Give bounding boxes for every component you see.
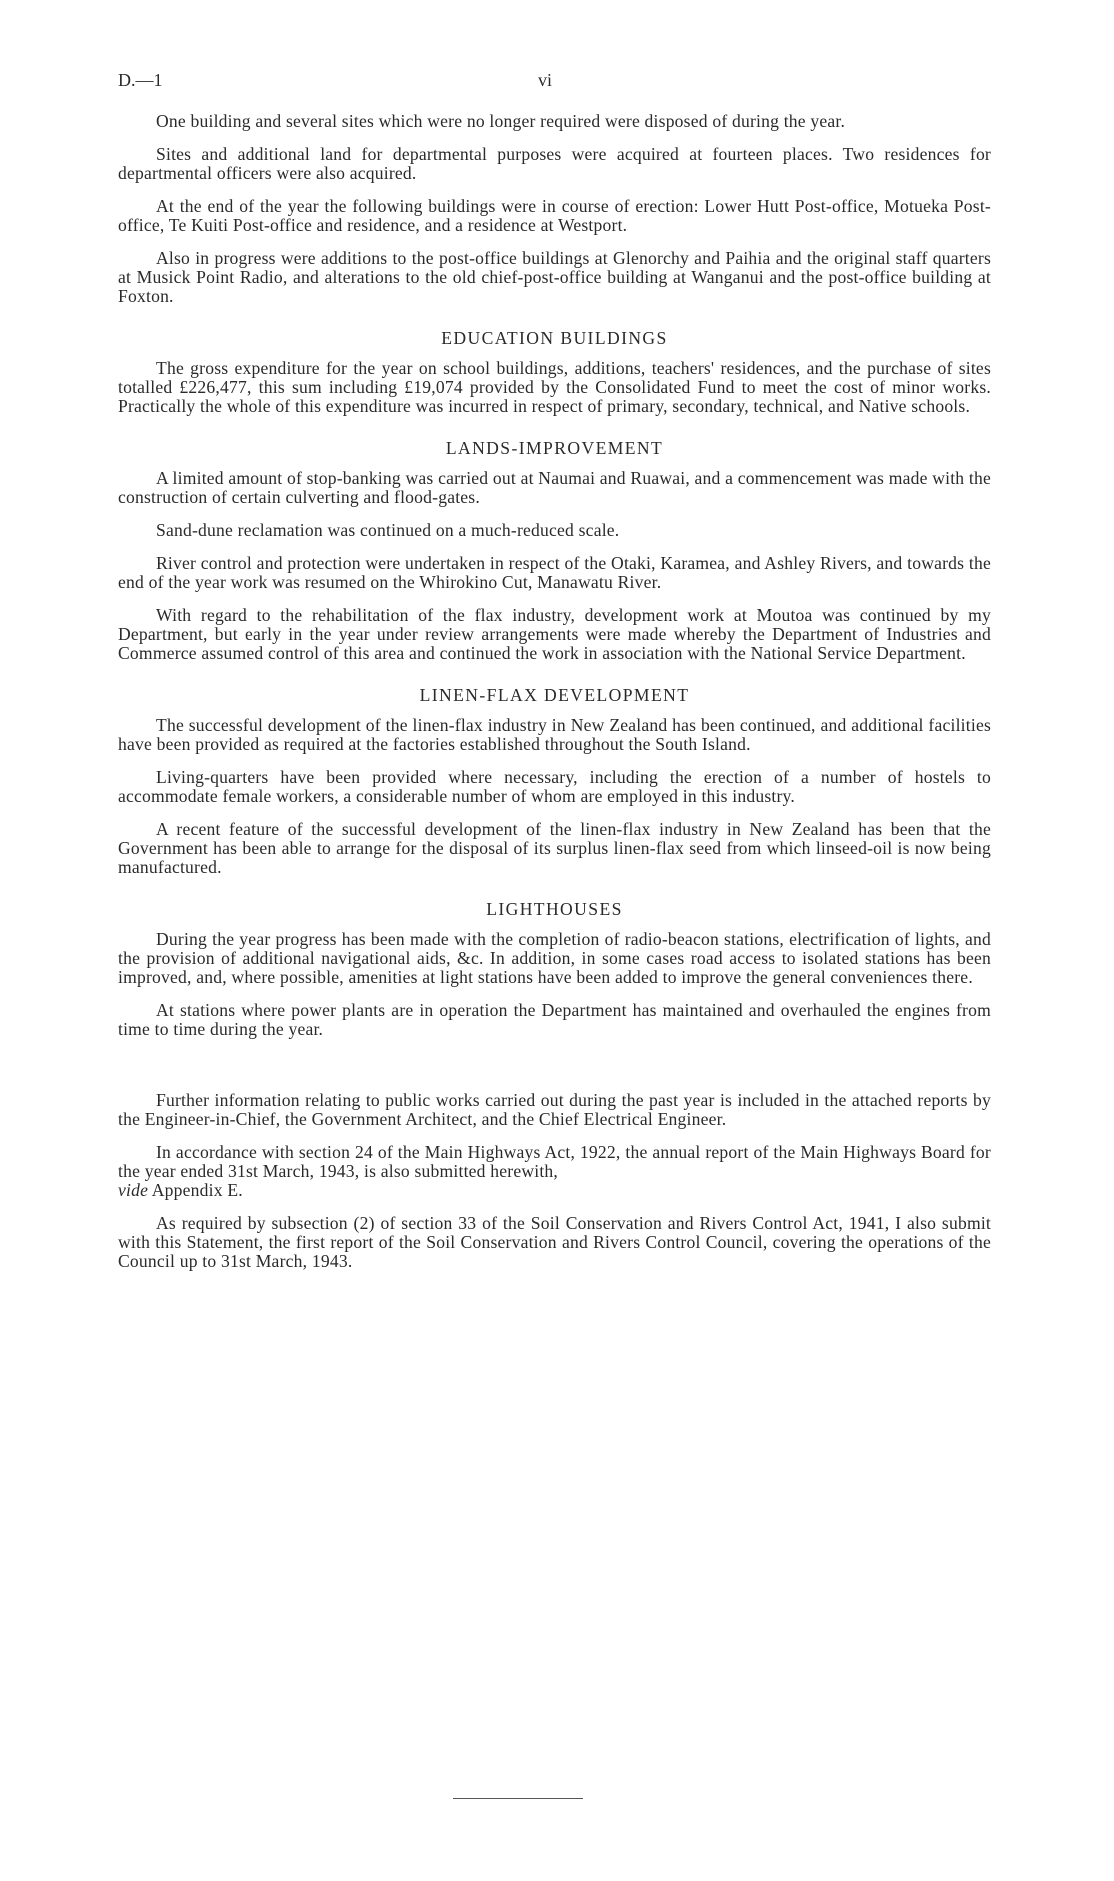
section-heading-education-buildings: EDUCATION BUILDINGS xyxy=(441,328,668,348)
paragraph: Sand-dune reclamation was continued on a much-reduced scale. xyxy=(156,520,620,540)
paragraph: During the year progress has been made with the completion of radio-beacon stations, electrification of lights, and the provision of additional navigational aids, &c. In addition, in some cases road access to isolated stations has been improved, and, where possible, amenities at light stations have been added to improve the general conveniences there. xyxy=(118,929,991,987)
appendix-reference: Appendix E. xyxy=(151,1180,243,1200)
paragraph: The gross expenditure for the year on school buildings, additions, teachers' residences, and the purchase of sites totalled £226,477, this sum including £19,074 provided by the Consolidated Fund to meet the cost of minor works. Practically the whole of this expenditure was incurred in respect of primary, secondary, technical, and Native schools. xyxy=(118,358,991,416)
section-heading-lighthouses: LIGHTHOUSES xyxy=(486,899,623,919)
page-header xyxy=(118,70,988,94)
paragraph: The successful development of the linen-flax industry in New Zealand has been continued, and additional facilities have been provided as required at the factories established throughout the South Island. xyxy=(118,715,991,754)
paragraph: River control and protection were undertaken in respect of the Otaki, Karamea, and Ashley Rivers, and towards the end of the year work was resumed on the Whirokino Cut, Manawatu River. xyxy=(118,553,991,592)
section-heading-lands-improvement: LANDS-IMPROVEMENT xyxy=(445,438,664,458)
page-body xyxy=(118,112,991,1285)
paragraph: At stations where power plants are in operation the Department has maintained and overhauled the engines from time to time during the year. xyxy=(118,1000,991,1039)
paragraph: As required by subsection (2) of section 33 of the Soil Conservation and Rivers Control Act, 1941, I also submit with this Statement, the first report of the Soil Conservation and Rivers Control Council, covering the operations of the Council up to 31st March, 1943. xyxy=(118,1213,991,1271)
paragraph: At the end of the year the following buildings were in course of erection: Lower Hutt Post-office, Motueka Post-office, Te Kuiti Post-office and residence, and a residence at Westport. xyxy=(118,196,991,235)
vide-reference: vide xyxy=(118,1180,149,1200)
paragraph xyxy=(118,1143,991,1200)
closing-rule xyxy=(453,1798,583,1799)
page-number: vi xyxy=(538,70,553,90)
section-heading-linen-flax-development: LINEN-FLAX DEVELOPMENT xyxy=(419,685,690,705)
paragraph-text: In accordance with section 24 of the Main Highways Act, 1922, the annual report of the Main Highways Board for the year ended 31st March, 1943, is also submitted herewith, xyxy=(118,1142,991,1181)
paragraph: A recent feature of the successful development of the linen-flax industry in New Zealand has been that the Government has been able to arrange for the disposal of its surplus linen-flax seed from which linseed-oil is now being manufactured. xyxy=(118,819,991,877)
paragraph: One building and several sites which were no longer required were disposed of during the year. xyxy=(156,111,846,131)
paragraph: Sites and additional land for departmental purposes were acquired at fourteen places. Two residences for departmental officers were also acquired. xyxy=(118,144,991,183)
section-gap xyxy=(118,1053,991,1091)
paragraph: Also in progress were additions to the post-office buildings at Glenorchy and Paihia and the original staff quarters at Musick Point Radio, and alterations to the old chief-post-office building at Wanganui and the post-office building at Foxton. xyxy=(118,248,991,306)
paragraph: With regard to the rehabilitation of the flax industry, development work at Moutoa was continued by my Department, but early in the year under review arrangements were made whereby the Department of Industries and Commerce assumed control of this area and continued the work in association with the National Service Department. xyxy=(118,605,991,663)
document-code: D.—1 xyxy=(118,70,163,90)
paragraph: Further information relating to public works carried out during the past year is included in the attached reports by the Engineer-in-Chief, the Government Architect, and the Chief Electrical Engineer. xyxy=(118,1090,991,1129)
paragraph: Living-quarters have been provided where necessary, including the erection of a number of hostels to accommodate female workers, a considerable number of whom are employed in this industry. xyxy=(118,767,991,806)
paragraph: A limited amount of stop-banking was carried out at Naumai and Ruawai, and a commencement was made with the construction of certain culverting and flood-gates. xyxy=(118,468,991,507)
